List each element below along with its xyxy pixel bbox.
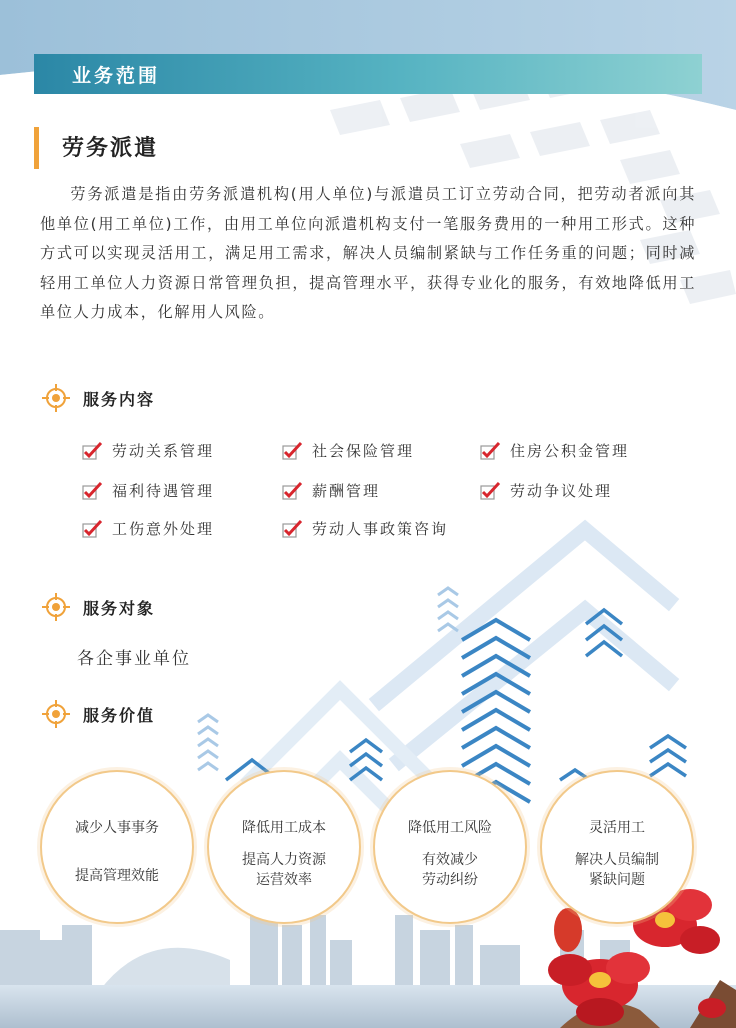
value-circle: 减少人事事务 提高管理效能 <box>40 770 194 924</box>
value-circle: 灵活用工 解决人员编制 紧缺问题 <box>540 770 694 924</box>
checkbox-icon <box>480 482 502 500</box>
service-content-title: 服务内容 <box>83 390 156 409</box>
target-icon <box>40 591 72 623</box>
banner-title: 业务范围 <box>72 65 161 87</box>
service-target-title: 服务对象 <box>83 599 156 618</box>
service-value-title: 服务价值 <box>83 706 156 725</box>
value-circle: 降低用工成本 提高人力资源 运营效率 <box>207 770 361 924</box>
checkbox-icon <box>82 520 104 538</box>
section-accent-bar <box>34 127 39 169</box>
service-target-text: 各企事业单位 <box>77 649 191 669</box>
checkbox-icon <box>282 442 304 460</box>
checkbox-icon <box>82 442 104 460</box>
section-title: 劳务派遣 <box>62 136 159 161</box>
checkbox-icon <box>282 482 304 500</box>
value-circle: 降低用工风险 有效减少 劳动纠纷 <box>373 770 527 924</box>
checkbox-icon <box>82 482 104 500</box>
target-icon <box>40 382 72 414</box>
checkbox-icon <box>282 520 304 538</box>
checkbox-icon <box>480 442 502 460</box>
target-icon <box>40 698 72 730</box>
section-banner <box>34 54 702 94</box>
intro-paragraph: 劳务派遣是指由劳务派遣机构(用人单位)与派遣员工订立劳动合同，把劳动者派向其他单位(用工单位)工作，由用工单位向派遣机构支付一笔服务费用的一种用工形式。这种方式可以实现灵活用工，满足用工需求，解决人员编制紧缺与工作任务重的问题；同时减轻用工单位人力资源日常管理负担，提高管理水平，获得专业化的服务，有效地降低用工单位人力成本，化解用人风险。 <box>40 185 696 321</box>
